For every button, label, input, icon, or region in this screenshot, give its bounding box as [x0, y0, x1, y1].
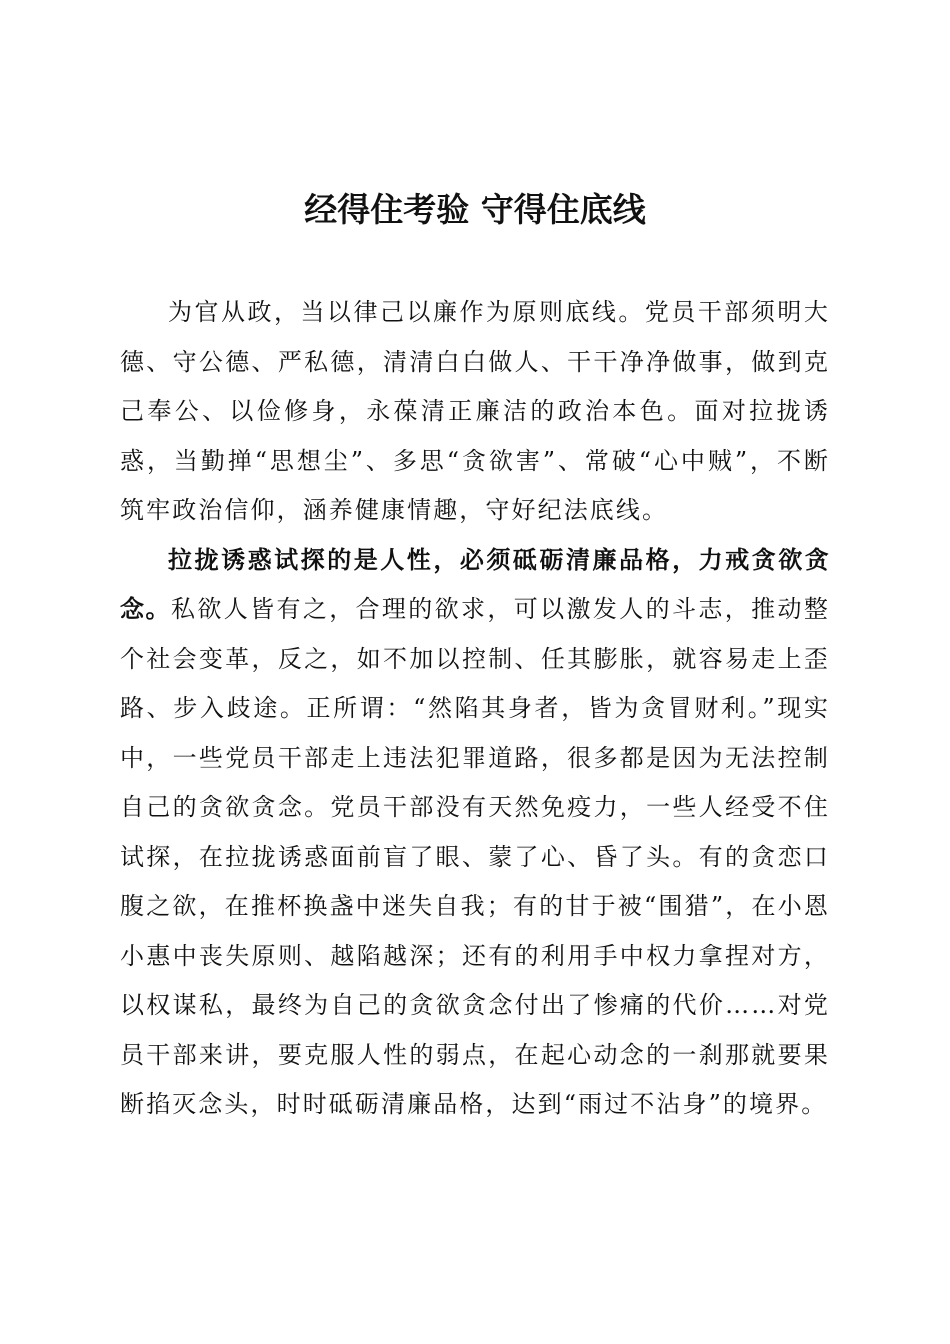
document-title: 经得住考验 守得住底线	[304, 190, 646, 229]
document-body	[120, 288, 830, 1130]
paragraph-1-text: 为官从政，当以律己以廉作为原则底线。党员干部须明大德、守公德、严私德，清清白白做人、干干净净做事，做到克己奉公、以俭修身，永葆清正廉洁的政治本色。面对拉拢诱惑，当勤掸“思想尘”、多思“贪欲害”、常破“心中贼”，不断筑牢政治信仰，涵养健康情趣，守好纪法底线。	[120, 298, 830, 524]
paragraph-2-lead-bold: 拉拢诱惑试探的是人性，必须砥砺清廉品格，力戒贪欲贪念。	[120, 545, 830, 623]
paragraph-2	[120, 536, 830, 1130]
paragraph-1	[120, 288, 830, 536]
paragraph-2-text: 私欲人皆有之，合理的欲求，可以激发人的斗志，推动整个社会变革，反之，如不加以控制、任其膨胀，就容易走上歪路、步入歧途。正所谓：“然陷其身者，皆为贪冒财利。”现实中，一些党员干部走上违法犯罪道路，很多都是因为无法控制自己的贪欲贪念。党员干部没有天然免疫力，一些人经受不住试探，在拉拢诱惑面前盲了眼、蒙了心、昏了头。有的贪恋口腹之欲，在推杯换盏中迷失自我；有的甘于被“围猎”，在小恩小惠中丧失原则、越陷越深；还有的利用手中权力拿捏对方，以权谋私，最终为自己的贪欲贪念付出了惨痛的代价……对党员干部来讲，要克服人性的弱点，在起心动念的一刹那就要果断掐灭念头，时时砥砺清廉品格，达到“雨过不沾身”的境界。	[120, 595, 830, 1118]
